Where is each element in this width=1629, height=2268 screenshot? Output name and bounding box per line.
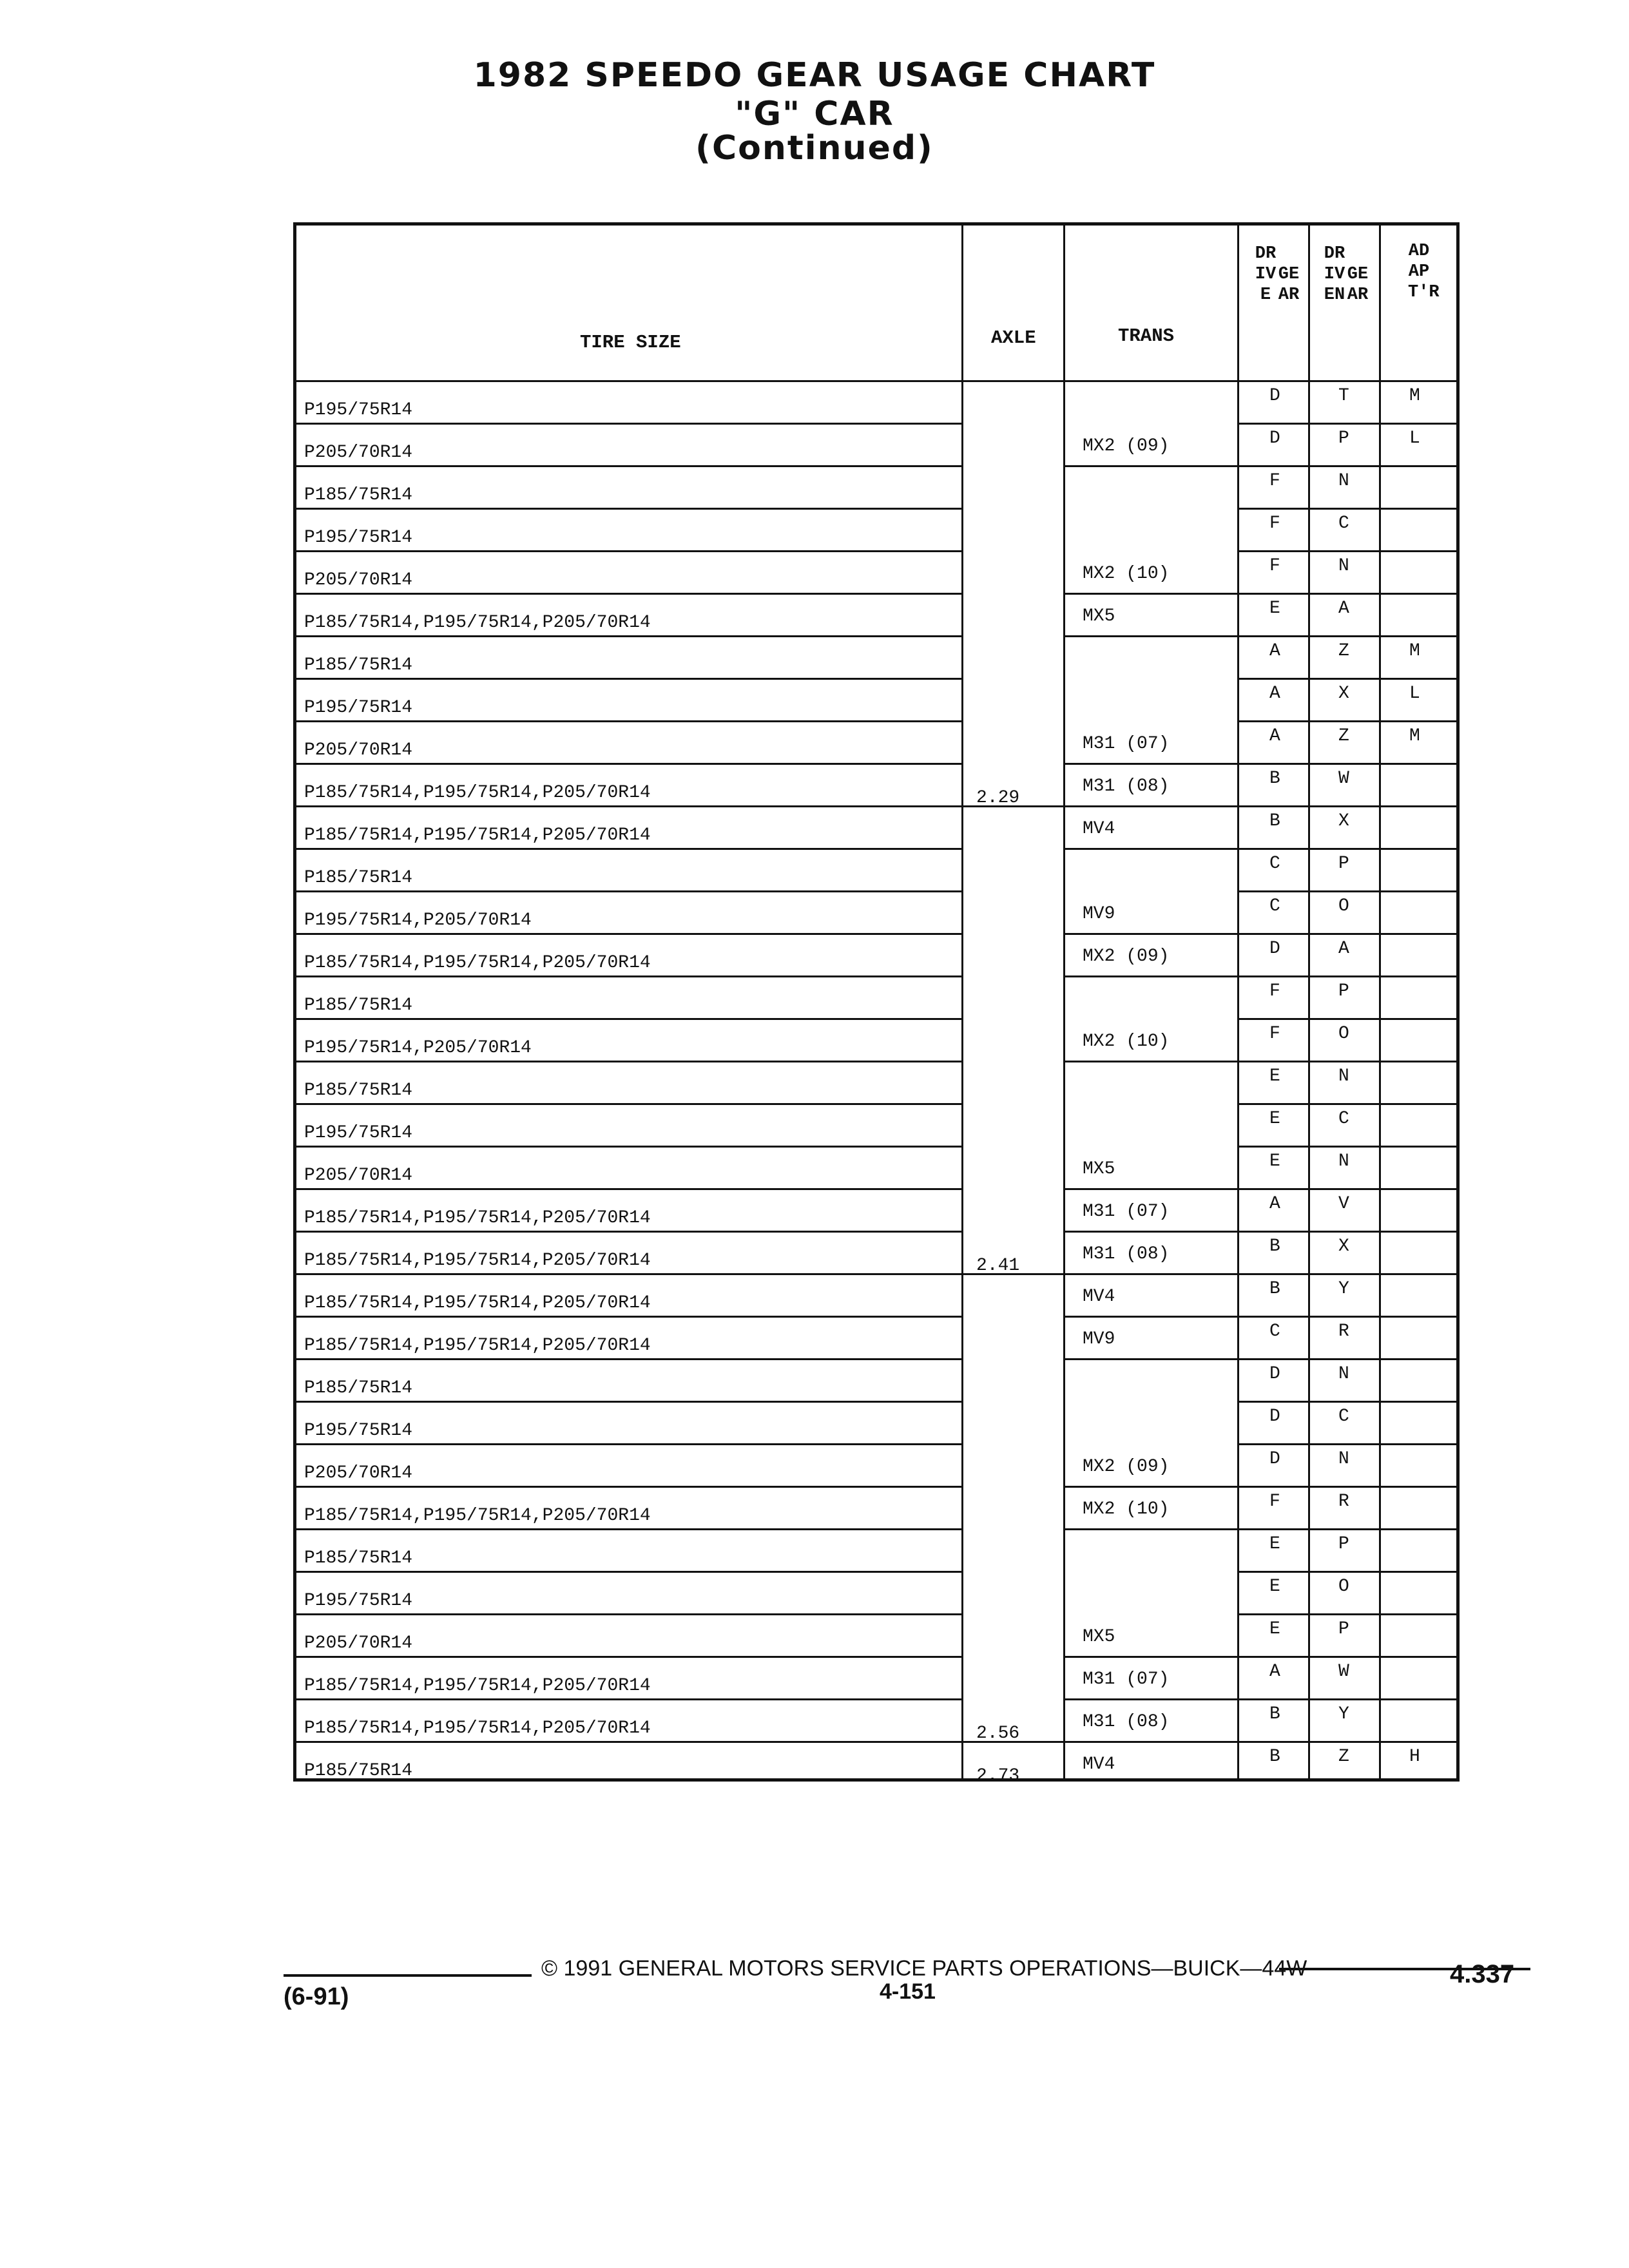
trans-cell: MX2 (10) [1083,1032,1170,1052]
driven-gear-cell: N [1338,556,1349,576]
tire-size-cell: P195/75R14,P205/70R14 [304,910,532,930]
footer-page-center: 4-151 [880,1979,936,2004]
column-header-drive: DRIVE [1255,244,1277,305]
driven-gear-cell: T [1338,386,1349,406]
tire-size-cell: P185/75R14 [304,655,413,675]
driven-gear-cell: O [1338,1024,1349,1044]
table-row [296,1273,1456,1316]
driven-gear-cell: R [1338,1492,1349,1512]
table-row [296,1486,1456,1528]
table-row [296,763,1456,808]
tire-size-cell: P195/75R14 [304,400,413,420]
driven-gear-cell: N [1338,1151,1349,1171]
table-row [296,975,1456,1018]
tire-size-cell: P185/75R14,P195/75R14,P205/70R14 [304,1676,651,1696]
drive-gear-cell: D [1269,1364,1280,1384]
drive-gear-cell: E [1269,1151,1280,1171]
driven-gear-cell: A [1338,599,1349,619]
column-header-driven: DRIVEN [1324,244,1345,305]
driven-gear-cell: X [1338,1236,1349,1256]
table-row [296,380,1456,423]
adapter-cell: M [1409,641,1420,661]
adapter-cell: L [1409,428,1420,448]
trans-cell: MV9 [1083,1329,1115,1349]
drive-gear-cell: F [1269,1024,1280,1044]
tire-size-cell: P205/70R14 [304,570,413,590]
tire-size-cell: P205/70R14 [304,1463,413,1483]
axle-cell: 2.41 [976,1256,1020,1276]
column-header-drive-gear: GEAR [1278,265,1300,305]
driven-gear-cell: V [1338,1194,1349,1214]
drive-gear-cell: F [1269,471,1280,491]
drive-gear-cell: E [1269,1066,1280,1086]
driven-gear-cell: R [1338,1321,1349,1341]
table-row [296,1528,1456,1571]
axle-cell: 2.29 [976,788,1020,808]
trans-cell: M31 (08) [1083,1712,1170,1732]
tire-size-cell: P185/75R14 [304,995,413,1015]
drive-gear-cell: F [1269,514,1280,533]
tire-size-cell: P195/75R14 [304,1591,413,1611]
footer-rule-left [284,1974,532,1977]
table-row [296,550,1456,593]
trans-cell: MV4 [1083,1287,1115,1307]
tire-size-cell: P185/75R14,P195/75R14,P205/70R14 [304,1251,651,1271]
drive-gear-cell: D [1269,428,1280,448]
drive-gear-cell: B [1269,1279,1280,1299]
drive-gear-cell: A [1269,1194,1280,1214]
column-header-trans: TRANS [1118,325,1175,347]
drive-gear-cell: D [1269,939,1280,959]
drive-gear-cell: A [1269,641,1280,661]
table-row [296,1443,1456,1486]
tire-size-cell: P185/75R14 [304,1081,413,1100]
table-row [296,1358,1456,1401]
drive-gear-cell: D [1269,1407,1280,1427]
driven-gear-cell: Z [1338,1747,1349,1767]
table-row [296,805,1456,848]
table-row [296,1656,1456,1698]
drive-gear-cell: A [1269,726,1280,746]
drive-gear-cell: C [1269,896,1280,916]
tire-size-cell: P195/75R14 [304,1123,413,1143]
table-row [296,933,1456,975]
column-header-tire-size: TIRE SIZE [580,332,681,353]
speedo-gear-table [293,222,1460,1786]
table-row [296,1103,1456,1146]
adapter-cell: M [1409,386,1420,406]
table-row [296,1061,1456,1103]
drive-gear-cell: A [1269,684,1280,704]
driven-gear-cell: Y [1338,1704,1349,1724]
tire-size-cell: P185/75R14,P195/75R14,P205/70R14 [304,1506,651,1526]
column-header-adapter: ADAPT'R [1408,242,1440,302]
trans-cell: MX5 [1083,1159,1115,1179]
table-row [296,1316,1456,1358]
table-row [296,890,1456,933]
adapter-cell: H [1409,1747,1420,1767]
drive-gear-cell: F [1269,556,1280,576]
drive-gear-cell: B [1269,769,1280,789]
drive-gear-cell: F [1269,1492,1280,1512]
tire-size-cell: P185/75R14,P195/75R14,P205/70R14 [304,825,651,845]
tire-size-cell: P185/75R14,P195/75R14,P205/70R14 [304,1718,651,1738]
column-header-axle: AXLE [991,327,1036,349]
table-row [296,593,1456,635]
drive-gear-cell: C [1269,854,1280,874]
drive-gear-cell: E [1269,1109,1280,1129]
tire-size-cell: P185/75R14,P195/75R14,P205/70R14 [304,1208,651,1228]
driven-gear-cell: C [1338,514,1349,533]
table-row [296,423,1456,465]
trans-cell: MV4 [1083,819,1115,839]
trans-cell: MX2 (10) [1083,564,1170,584]
tire-size-cell: P185/75R14,P195/75R14,P205/70R14 [304,1336,651,1356]
driven-gear-cell: C [1338,1109,1349,1129]
drive-gear-cell: F [1269,981,1280,1001]
column-header-driven-gear: GEAR [1347,265,1369,305]
trans-cell: MX5 [1083,1627,1115,1647]
driven-gear-cell: P [1338,854,1349,874]
table-row [296,1231,1456,1276]
trans-cell: M31 (08) [1083,1244,1170,1264]
driven-gear-cell: A [1338,939,1349,959]
table-row [296,1018,1456,1061]
driven-gear-cell: P [1338,1619,1349,1639]
adapter-cell: M [1409,726,1420,746]
drive-gear-cell: B [1269,1704,1280,1724]
driven-gear-cell: W [1338,1662,1349,1682]
trans-cell: MV9 [1083,904,1115,924]
tire-size-cell: P185/75R14 [304,1548,413,1568]
trans-cell: MV4 [1083,1754,1115,1774]
drive-gear-cell: D [1269,386,1280,406]
driven-gear-cell: P [1338,428,1349,448]
tire-size-cell: P205/70R14 [304,740,413,760]
trans-cell: M31 (07) [1083,1202,1170,1222]
table-row [296,635,1456,678]
page-title: 1982 SPEEDO GEAR USAGE CHART [473,56,1156,95]
trans-cell: M31 (07) [1083,734,1170,754]
driven-gear-cell: W [1338,769,1349,789]
tire-size-cell: P185/75R14 [304,868,413,888]
tire-size-cell: P195/75R14 [304,698,413,718]
tire-size-cell: P185/75R14,P195/75R14,P205/70R14 [304,783,651,803]
trans-cell: MX2 (09) [1083,947,1170,966]
driven-gear-cell: N [1338,471,1349,491]
driven-gear-cell: Z [1338,726,1349,746]
trans-cell: MX2 (10) [1083,1499,1170,1519]
tire-size-cell: P195/75R14 [304,528,413,548]
drive-gear-cell: E [1269,1534,1280,1554]
tire-size-cell: P185/75R14,P195/75R14,P205/70R14 [304,613,651,633]
table-row [296,678,1456,720]
driven-gear-cell: N [1338,1449,1349,1469]
drive-gear-cell: D [1269,1449,1280,1469]
trans-cell: M31 (07) [1083,1669,1170,1689]
drive-gear-cell: A [1269,1662,1280,1682]
tire-size-cell: P195/75R14 [304,1421,413,1441]
table-row [296,1146,1456,1188]
drive-gear-cell: B [1269,1236,1280,1256]
footer-date-code: (6-91) [284,1983,349,2010]
driven-gear-cell: O [1338,1577,1349,1597]
tire-size-cell: P185/75R14,P195/75R14,P205/70R14 [304,953,651,973]
driven-gear-cell: P [1338,1534,1349,1554]
trans-cell: M31 (08) [1083,776,1170,796]
driven-gear-cell: P [1338,981,1349,1001]
trans-cell: MX2 (09) [1083,436,1170,456]
driven-gear-cell: X [1338,684,1349,704]
trans-cell: MX2 (09) [1083,1457,1170,1477]
drive-gear-cell: E [1269,1619,1280,1639]
axle-cell: 2.56 [976,1724,1020,1744]
page-continued-label: (Continued) [695,129,934,168]
page-subtitle: "G" CAR [735,95,894,133]
driven-gear-cell: X [1338,811,1349,831]
tire-size-cell: P195/75R14,P205/70R14 [304,1038,532,1058]
drive-gear-cell: E [1269,599,1280,619]
footer-page-right: 4.337 [1450,1960,1515,1988]
drive-gear-cell: B [1269,1747,1280,1767]
table-row [296,1571,1456,1613]
table-row [296,848,1456,890]
table-row [296,1698,1456,1744]
table-row [296,1188,1456,1231]
drive-gear-cell: E [1269,1577,1280,1597]
driven-gear-cell: O [1338,896,1349,916]
table-row [296,1401,1456,1443]
tire-size-cell: P205/70R14 [304,1166,413,1186]
tire-size-cell: P185/75R14,P195/75R14,P205/70R14 [304,1293,651,1313]
tire-size-cell: P205/70R14 [304,443,413,463]
drive-gear-cell: C [1269,1321,1280,1341]
table-row [296,465,1456,508]
table-row [296,508,1456,550]
driven-gear-cell: C [1338,1407,1349,1427]
tire-size-cell: P185/75R14 [304,1761,413,1781]
table-row [296,1613,1456,1656]
driven-gear-cell: N [1338,1066,1349,1086]
driven-gear-cell: Z [1338,641,1349,661]
tire-size-cell: P185/75R14 [304,485,413,505]
axle-cell: 2.73 [976,1766,1020,1786]
footer-copyright: © 1991 GENERAL MOTORS SERVICE PARTS OPERATIONS—BUICK—44W [541,1956,1307,1981]
driven-gear-cell: Y [1338,1279,1349,1299]
adapter-cell: L [1409,684,1420,704]
table-row [296,1741,1456,1786]
tire-size-cell: P185/75R14 [304,1378,413,1398]
table-row [296,720,1456,763]
tire-size-cell: P205/70R14 [304,1633,413,1653]
drive-gear-cell: B [1269,811,1280,831]
driven-gear-cell: N [1338,1364,1349,1384]
trans-cell: MX5 [1083,606,1115,626]
